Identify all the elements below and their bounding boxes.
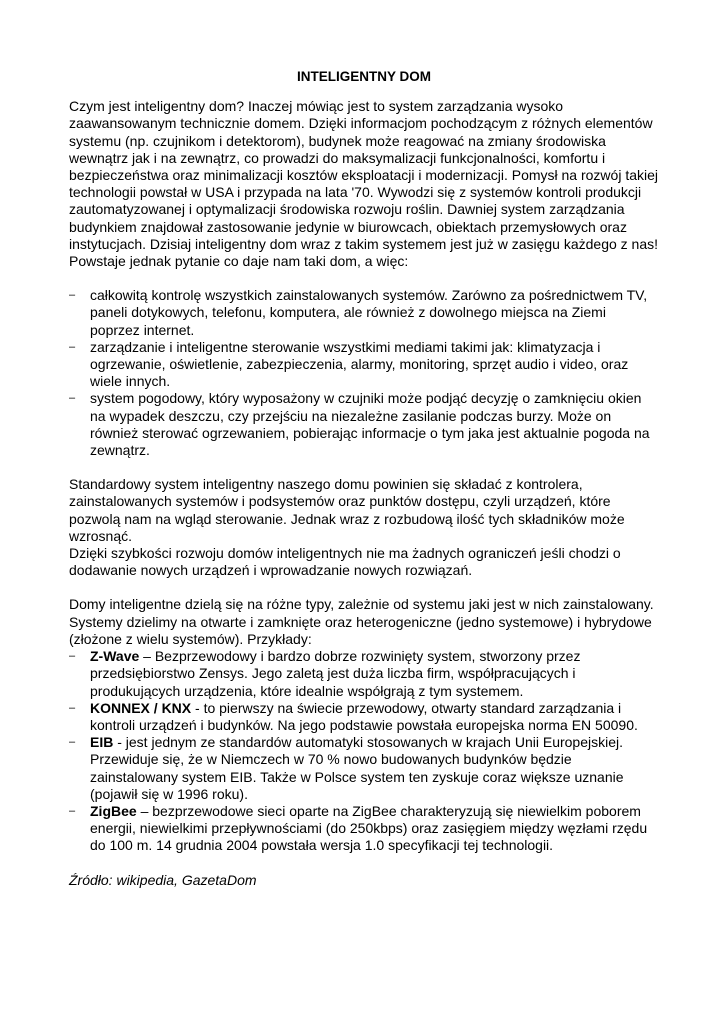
example-text: - jest jednym ze standardów automatyki stosowanych w krajach Unii Europejskiej. Przewiduje się, że w Niemczech w 70 % nowo budowanych budynków będzie zainstalowany system EIB. Także w Polsce system ten zyskuje coraz większe uznanie (pojawił się w 1996 roku). [90, 734, 624, 802]
dash-marker: – [69, 340, 76, 353]
dash-marker: – [69, 701, 76, 714]
example-text: – Bezprzewodowy i bardzo dobrze rozwinięty system, stworzony przez przedsiębiorstwo Zensys. Jego zaletą jest duża liczba firm, współpracujących i produkujących urządzenia, które idealnie współgrają z tym systemem. [90, 648, 581, 699]
types-intro-paragraph: Domy inteligentne dzielą się na różne typy, zależnie od systemu jaki jest w nich zainstalowany. Systemy dzielimy na otwarte i zamknięte oraz heterogeniczne (jedno systemowe) i hybrydowe (złożone z wielu systemów). Przykłady: [69, 596, 654, 647]
standard-paragraph: Standardowy system inteligentny naszego domu powinien się składać z kontrolera, zainstalowanych systemów i podsystemów oraz punktów dostępu, czyli urządzeń, które pozwolą nam na wgląd sterowanie. Jednak wraz z rozbudową ilość tych składników może wzrosnąć. [69, 476, 625, 544]
list-item [69, 339, 659, 391]
document-page [69, 68, 659, 889]
development-paragraph: Dzięki szybkości rozwoju domów inteligentnych nie ma żadnych ograniczeń jeśli chodzi o dodawanie nowych urządzeń i wprowadzanie nowych rozwiązań. [69, 545, 621, 579]
dash-marker: – [69, 736, 76, 749]
benefit-text: system pogodowy, który wyposażony w czujniki może podjąć decyzję o zamknięciu okien na wypadek deszczu, czy przejściu na niezależne zasilanie podczas burzy. Może on również sterować ogrzewaniem, pobierając informacje o tym jaka jest aktualnie pogoda na zewnątrz. [90, 390, 650, 459]
example-text: - to pierwszy na świecie przewodowy, otwarty standard zarządzania i kontroli urządzeń i budynków. Na jego podstawie powstała europejska norma EN 50090. [90, 699, 638, 733]
examples-list [69, 648, 659, 854]
list-item [69, 390, 659, 459]
list-item [69, 287, 659, 339]
example-name: ZigBee [90, 802, 137, 819]
benefit-text: zarządzanie i inteligentne sterowanie wszystkimi mediami takimi jak: klimatyzacja i ogrzewanie, oświetlenie, zabezpieczenia, alarmy, monitoring, sprzęt audio i video, oraz wiele innych. [90, 338, 629, 390]
example-text: – bezprzewodowe sieci oparte na ZigBee charakteryzują się niewielkim poborem energii, niewielkimi przepływnościami (do 250kbps) oraz zasięgiem między węzłami rzędu do 100 m. 14 grudnia 2004 powstała wersja 1.0 specyfikacji tej technologii. [90, 802, 648, 854]
dash-marker: – [69, 804, 76, 817]
benefits-list [69, 287, 659, 459]
list-item [69, 803, 659, 855]
example-name: EIB [90, 734, 114, 751]
list-item [69, 648, 659, 700]
intro-paragraph: Czym jest inteligentny dom? Inaczej mówiąc jest to system zarządzania wysoko zaawansowanym technicznie domem. Dzięki informacjom pochodzącym z różnych elementów systemu (np. czujnikom i detektorom), budynek może reagować na zmiany środowiska wewnątrz jak i na zewnątrz, co prowadzi do maksymalizacji funkcjonalności, komfortu i bezpieczeństwa oraz minimalizacji kosztów eksploatacji i modernizacji. Pomysł na rozwój takiej technologii powstał w USA i przypada na lata '70. Wywodzi się z systemów kontroli produkcji zautomatyzowanej i optymalizacji środowiska rozwoju roślin. Dawniej system zarządzania budynkiem znajdował zastosowanie jedynie w biurowcach, obiektach przemysłowych oraz instytucjach. Dzisiaj inteligentny dom wraz z takim systemem jest już w zasięgu każdego z nas! Powstaje jednak pytanie co daje nam taki dom, a więc: [69, 98, 659, 270]
example-name: Z-Wave [90, 648, 140, 665]
list-item [69, 700, 659, 734]
source-citation: Źródło: wikipedia, GazetaDom [69, 871, 257, 888]
dash-marker: – [69, 289, 76, 302]
document-title: INTELIGENTNY DOM [296, 69, 431, 84]
dash-marker: – [69, 392, 76, 405]
dash-marker: – [69, 650, 76, 663]
example-name: KONNEX / KNX [90, 699, 192, 716]
benefit-text: całkowitą kontrolę wszystkich zainstalowanych systemów. Zarówno za pośrednictwem TV, paneli dotykowych, telefonu, komputera, ale również z dowolnego miejsca na Ziemi poprzez internet. [90, 287, 648, 338]
list-item [69, 734, 659, 803]
